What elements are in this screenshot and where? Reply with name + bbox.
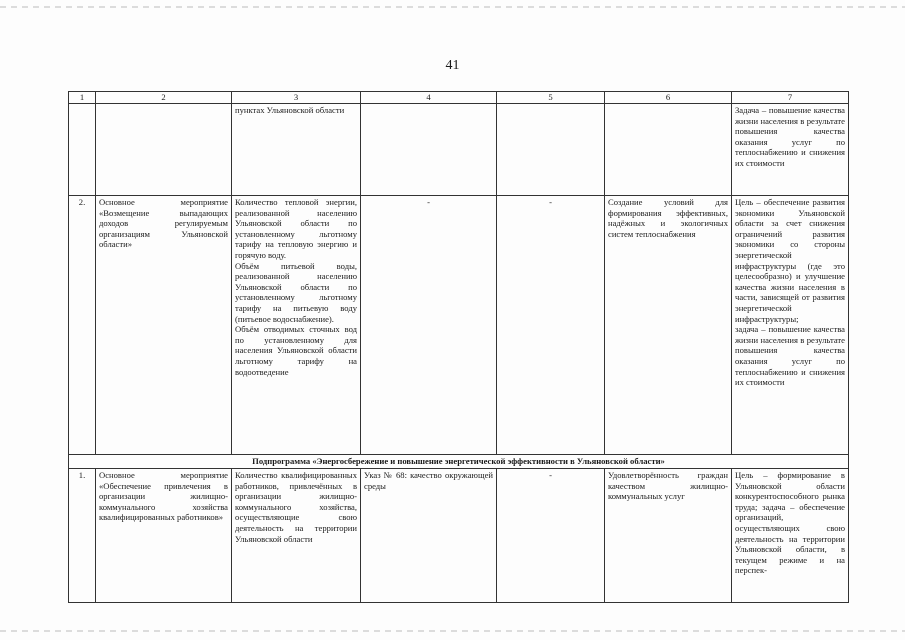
cell-indicator: пунктах Ульяновской области (232, 104, 361, 196)
cell-goal: Цель – формирование в Ульяновской области конкурентоспособного рынка труда; задача – обеспечение организаций, осуществляющих свою деятельность на территории Ульяновской области, в текущем режиме и на перспек- (732, 469, 849, 603)
subprogram-title: Подпрограмма «Энергосбережение и повышение энергетической эффективности в Ульяновской области» (69, 455, 849, 469)
cell-result: Удовлетворённость граждан качеством жилищно-коммунальных услуг (605, 469, 732, 603)
cell-state-program: - (497, 469, 605, 603)
indicator-paragraph: Количество тепловой энергии, реализованной населению Ульяновской области по установленному льготному тарифу на тепловую энергию и горячую воду. (235, 197, 357, 260)
subprogram-row (69, 455, 849, 469)
cell-empty (69, 104, 96, 196)
cell-goal (732, 196, 849, 455)
cell-result: Создание условий для формирования эффективных, надёжных и экологичных систем теплоснабжения (605, 196, 732, 455)
scan-artifact-bottom (0, 630, 905, 632)
cell-row-number: 2. (69, 196, 96, 455)
header-cell-1: 1 (69, 92, 96, 104)
cell-empty (361, 104, 497, 196)
cell-goal: Задача – повышение качества жизни населения в результате повышения качества оказания услуг по теплоснабжению и снижения их стоимости (732, 104, 849, 196)
indicator-paragraph: Объём отводимых сточных вод по установленному для населения Ульяновской области льготному тарифу на водоотведение (235, 324, 357, 377)
table-row (69, 469, 849, 603)
page-number: 41 (445, 58, 460, 73)
goal-paragraph: Цель – обеспечение развития экономики Ульяновской области за счет снижения ограничений развития экономики со стороны энергетической инфраструктуры (где это целесообразно) и улучшение качества жизни населения в части, зависящей от развития энергетической инфраструктуры; (735, 197, 845, 324)
table-header-row (69, 92, 849, 104)
header-cell-5: 5 (497, 92, 605, 104)
cell-row-number: 1. (69, 469, 96, 603)
header-cell-7: 7 (732, 92, 849, 104)
indicator-paragraph: Объём питьевой воды, реализованной населению Ульяновской области по установленному льготному тарифу на питьевую воду (питьевое водоснабжение). (235, 260, 357, 324)
cell-empty (96, 104, 232, 196)
cell-empty (605, 104, 732, 196)
header-cell-6: 6 (605, 92, 732, 104)
cell-decree: - (361, 196, 497, 455)
scan-artifact-top (0, 6, 905, 8)
program-table (68, 91, 849, 603)
cell-indicator: Количество квалифицированных работников, привлечённых в организации жилищно-коммунального хозяйства, осуществляющие свою деятельность на территории Ульяновской области (232, 469, 361, 603)
header-cell-4: 4 (361, 92, 497, 104)
table-row (69, 196, 849, 455)
header-cell-3: 3 (232, 92, 361, 104)
cell-decree: Указ № 68: качество окружающей среды (361, 469, 497, 603)
cell-indicator (232, 196, 361, 455)
cell-measure: Основное мероприятие «Возмещение выпадающих доходов регулируемым организациям Ульяновской области» (96, 196, 232, 455)
table-row-continued (69, 104, 849, 196)
cell-state-program: - (497, 196, 605, 455)
goal-paragraph: задача – повышение качества жизни населения в результате повышения качества оказания услуг по теплоснабжению и снижения их стоимости (735, 324, 845, 388)
cell-empty (497, 104, 605, 196)
cell-measure: Основное мероприятие «Обеспечение привлечения в организации жилищно-коммунального хозяйства квалифицированных работников» (96, 469, 232, 603)
header-cell-2: 2 (96, 92, 232, 104)
